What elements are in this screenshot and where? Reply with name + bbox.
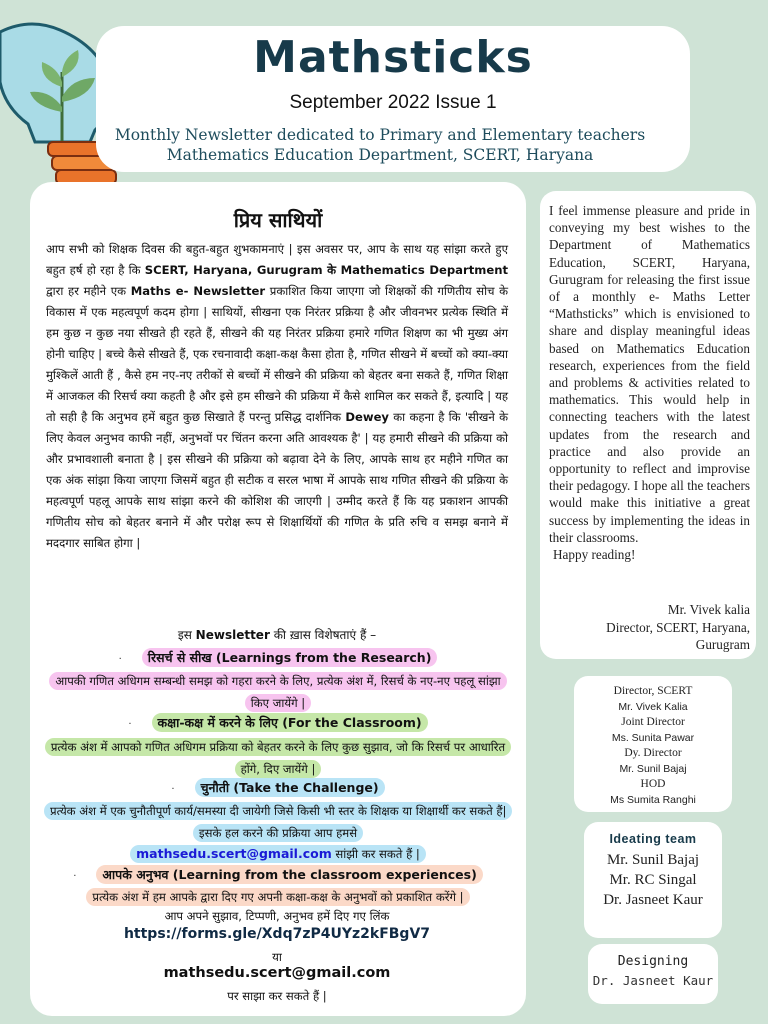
sign-place: Gurugram	[695, 637, 750, 652]
bullet-icon: ·	[118, 654, 122, 665]
closing-text: पर साझा कर सकते हैं |	[227, 989, 327, 1003]
features-intro-bold: Newsletter	[195, 628, 270, 642]
director-message	[549, 202, 750, 563]
director-message-closing: Happy reading!	[553, 547, 636, 563]
features-intro	[46, 626, 508, 643]
share-text: आप अपने सुझाव, टिप्पणी, अनुभव हमें दिए गए लिंक	[164, 909, 390, 923]
feature-desc-text: प्रत्येक अंश में आपको गणित अधिगम प्रक्रिया को बेहतर करने के लिए कुछ सुझाव, जो कि रिसर्च पर आधारित होंगे, दिए जायेंगे |	[45, 738, 511, 778]
tagline-line-1: Monthly Newsletter dedicated to Primary and Elementary teachers	[114, 126, 646, 144]
feature-title	[40, 714, 516, 731]
feature-email-post: सांझी कर सकते हैं |	[331, 847, 420, 861]
feature-desc-text: प्रत्येक अंश में एक चुनौतीपूर्ण कार्य/समस्या दी जायेगी जिसे किसी भी स्तर के शिक्षक या शिक्षार्थी कर सकते हैं| इसके हल करने की प्रक्रिया आप हमसे	[44, 802, 512, 842]
sign-name: Mr. Vivek kalia	[667, 602, 750, 617]
team-member: Dr. Jasneet Kaur	[603, 892, 703, 908]
feature-desc	[44, 800, 512, 844]
team-member: Mr. RC Singal	[609, 872, 697, 888]
staff-title: Dy. Director	[624, 747, 682, 759]
feature-desc	[44, 736, 512, 780]
design-heading: Designing	[617, 954, 689, 969]
tagline-line-2: Mathematics Education Department, SCERT, Haryana	[166, 146, 594, 164]
feature-title-text: चुनौती (Take the Challenge)	[195, 778, 385, 797]
letter-text: का कहना है कि 'सीखने के लिए केवल अनुभव काफी नहीं, अनुभवों पर चिंतन करना अति आवश्यक है' | यह हमारी सीखने की प्रक्रिया को और प्रभावशाली बनाता है | इस सीखने की प्रक्रिया को बढ़ावा देने के लिए, आपके साथ हर महीने गणित का एक अंक सांझा किया जाएगा जिसमें बहुत ही सटीक व सरल भाषा में आपके साथ गणित सीखने की प्रक्रिया के महत्वपूर्ण पहलू आपके साथ सांझा करने की कोशिश की जाएगी | उम्मीद करते हैं कि यह प्रकाशन आपकी गणितीय सोच को बेहतर बनाने में और परोक्ष रूप से शिक्षार्थियों की गणित के प्रति रुचि व समझ बनाने में मददगार साबित होगा |	[46, 410, 508, 550]
letter-text: द्वारा हर महीने एक	[46, 284, 131, 298]
feature-title	[40, 866, 516, 883]
feature-title-text: आपके अनुभव (Learning from the classroom experiences)	[96, 865, 482, 884]
tagline	[60, 125, 700, 165]
issue-label: September 2022 Issue 1	[289, 92, 497, 113]
designing	[588, 954, 718, 988]
letter-bold-text: Maths e- Newsletter	[130, 284, 266, 298]
feature-desc-text: प्रत्येक अंश में हम आपके द्वारा दिए गए अपनी कक्षा-कक्ष के अनुभवों को प्रकाशित करेंगे |	[86, 888, 469, 906]
features-intro-pre: इस	[177, 628, 196, 642]
team-heading: Ideating team	[609, 832, 697, 846]
or-text: या	[272, 950, 282, 964]
staff-title: Joint Director	[621, 716, 685, 728]
staff-name: Ms Sumita Ranghi	[610, 793, 696, 806]
bullet-icon: ·	[73, 871, 77, 882]
director-signature	[549, 601, 750, 654]
feature-desc	[44, 670, 512, 714]
letter-greeting: प्रिय साथियों	[233, 208, 323, 232]
director-message-body: I feel immense pleasure and pride in conveying my best wishes to the Department of Mathematics Education, SCERT, Haryana, Gurugram for releasing the first issue of a monthly e- Maths Letter “Mathsticks” which is envisioned to share and display meaningful ideas based on Mathematics Education research, experiences from the field and problems & activities related to mathematics. This would help in connecting teachers with the latest updates from the research and practice and also provide an opportunity to reflect and improvise their pedagogy. I hope all the teachers would make this initiative a great success by implementing the ideas in their classrooms.	[549, 203, 750, 545]
team-member: Mr. Sunil Bajaj	[606, 852, 700, 868]
staff-name: Mr. Sunil Bajaj	[619, 762, 687, 775]
contact-email[interactable]: mathsedu.scert@gmail.com	[163, 965, 391, 981]
form-link[interactable]: https://forms.gle/Xdq7zP4UYz2kFBgV7	[123, 926, 431, 942]
email-link[interactable]: mathsedu.scert@gmail.com	[136, 846, 332, 861]
letter-text: प्रकाशित किया जाएगा जो शिक्षकों की गणितीय सोच के विकास में एक महत्वपूर्ण कदम होगा | साथियों, सीखना एक निरंतर प्रक्रिया है और जीवनभर प्रत्येक स्थिति में हम कुछ न कुछ नया सीखते ही रहते हैं, सीखने की यह निरंतर प्रक्रिया हमारे गणित शिक्षण का भी मुख्य अंग होनी चाहिए | बच्चे कैसे सीखते हैं, एक रचनावादी कक्षा-कक्ष कैसा होता है, गणित सीखने में बच्चों को क्या-क्या मुश्किलें आती हैं , कैसे हम नए-नए तरीकों से बच्चों में सीखने की प्रक्रिया को बेहतर बना सकते हैं, गणित शिक्षा में आजकल की रिसर्च क्या कहती है और इसे हम सीखने की प्रक्रिया में कैसे शामिल कर सकते हैं, इत्यादि | यह तो सही है कि अनुभव हमें बहुत कुछ सिखाते हैं परन्तु प्रसिद्ध दार्शनिक	[46, 284, 508, 424]
features-intro-post: की ख़ास विशेषताएं हैं –	[269, 628, 377, 642]
feature-title	[40, 779, 516, 796]
letter-body	[46, 239, 508, 554]
bullet-icon: ·	[128, 719, 132, 730]
bullet-icon: ·	[171, 784, 175, 795]
staff-title: Director, SCERT	[613, 685, 693, 697]
letter-bold-text: SCERT, Haryana, Gurugram के Mathematics Department	[144, 263, 508, 277]
sign-title: Director, SCERT, Haryana,	[606, 619, 750, 635]
staff-title: HOD	[640, 778, 666, 790]
staff-list	[574, 684, 732, 808]
feature-desc	[44, 886, 512, 908]
brand-title: Mathsticks	[253, 32, 533, 83]
letter-bold-text: Dewey	[345, 410, 389, 424]
ideating-team	[584, 832, 722, 910]
feature-desc-text: आपकी गणित अधिगम सम्बन्धी समझ को गहरा करने के लिए, प्रत्येक अंश में, रिसर्च के नए-नए पहलू सांझा किए जायेंगे |	[49, 672, 506, 712]
feature-title-text: कक्षा-कक्ष में करने के लिए (For the Classroom)	[152, 713, 428, 732]
feature-title	[40, 649, 516, 666]
staff-name: Mr. Vivek Kalia	[618, 700, 688, 713]
feature-email-row	[44, 843, 512, 865]
design-name: Dr. Jasneet Kaur	[592, 973, 714, 988]
staff-name: Ms. Sunita Pawar	[611, 731, 695, 744]
feature-title-text: रिसर्च से सीख (Learnings from the Research)	[142, 648, 438, 667]
letter-text: आप सभी को शिक्षक दिवस की बहुत-बहुत शुभकामनाएं | इस अवसर पर, आप के साथ यह सांझा करते हुए बहुत हर्ष हो रहा है कि	[46, 242, 508, 277]
